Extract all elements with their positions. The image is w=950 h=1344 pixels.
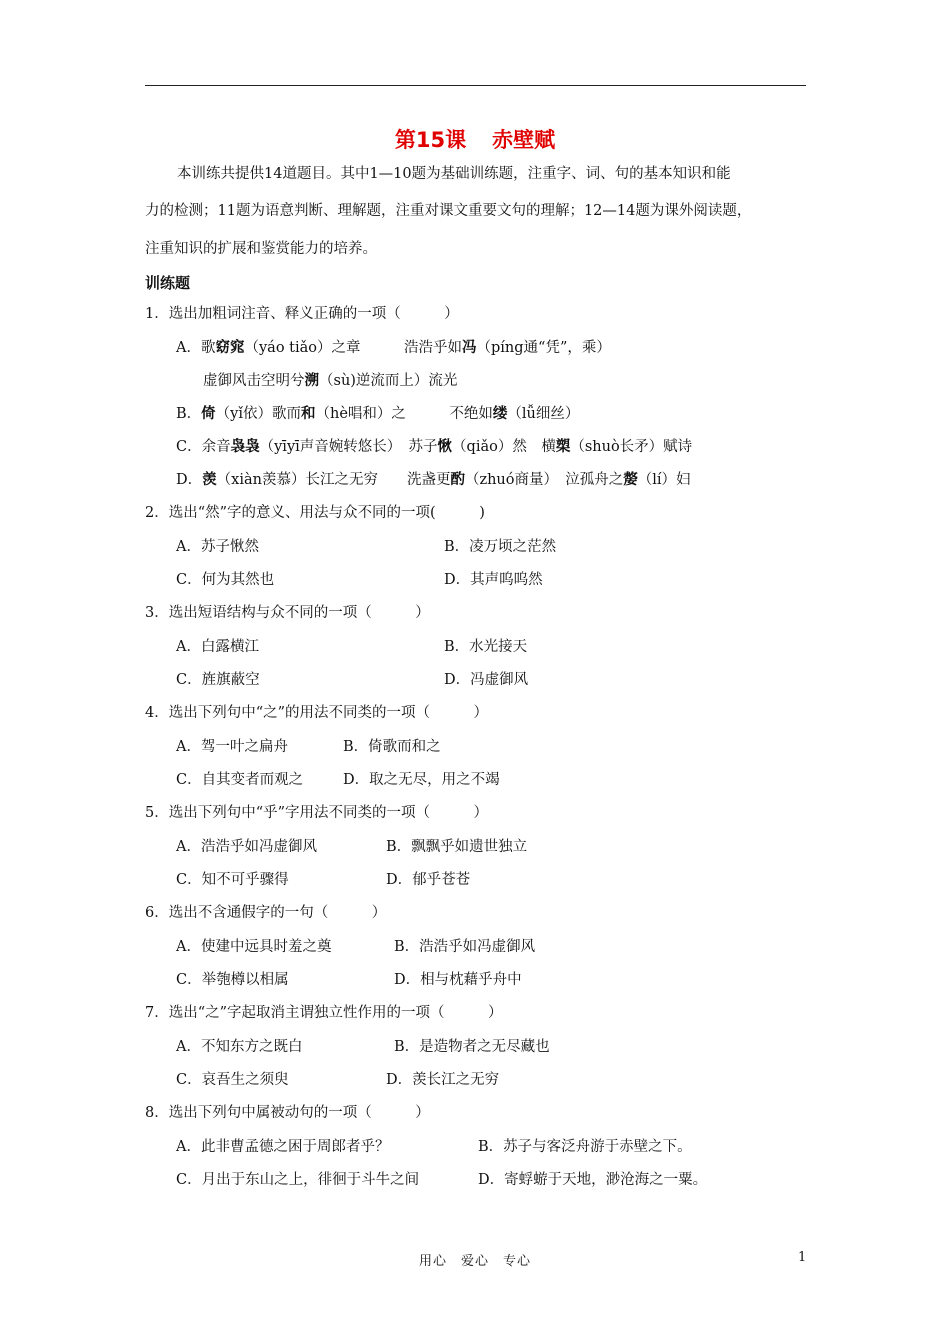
q8-option-c: C．月出于东山之上，徘徊于斗牛之间 [176,1172,420,1188]
text: （sù)逆流而上）流光 [319,373,458,389]
q4-option-b: B．倚歌而和之 [343,739,441,755]
q4-option-d: D．取之无尽，用之不竭 [343,772,500,788]
q2-option-c: C．何为其然也 [176,572,275,588]
bold-word: 嫠 [623,471,638,488]
text: （hè唱和）之 不绝如 [315,406,493,422]
intro-line-2: 力的检测；11题为语意判断、理解题，注重对课文重要文句的理解；12—14题为课外阅读题， [145,203,752,219]
q1-stem: 1．选出加粗词注音、释义正确的一项（ ） [145,306,459,322]
q4-option-a: A．驾一叶之扁舟 [176,739,288,755]
q5-option-c: C．知不可乎骤得 [176,872,289,888]
text: 虚御风击空明兮 [203,373,305,389]
text: （lí）妇 [637,472,691,488]
q6-option-d: D．相与枕藉乎舟中 [394,972,522,988]
section-title: 训练题 [145,274,191,292]
q7-option-c: C．哀吾生之须臾 [176,1072,289,1088]
q8-option-a: A．此非曹孟德之困于周郎者乎？ [176,1139,390,1155]
q3-option-c: C．旌旗蔽空 [176,672,260,688]
header-rule [145,85,806,86]
bold-word: 愀 [437,438,453,455]
q2-stem: 2．选出“然”字的意义、用法与众不同的一项( ) [145,505,485,521]
text: （xiàn羡慕）长江之无穷 洗盏更 [216,472,451,488]
text: （qiǎo）然 横 [452,439,556,455]
text: （píng通“凭”，乘） [476,340,611,356]
q1-option-a [176,338,611,358]
intro-line-1: 本训练共提供14道题目。其中1—10题为基础训练题，注重字、词、句的基本知识和能 [177,166,731,182]
text: （yǐ依）歌而 [215,406,301,422]
q7-option-d: D．羡长江之无穷 [386,1072,500,1088]
text: C．余音 [176,439,231,455]
q7-option-b: B．是造物者之无尽藏也 [394,1039,550,1055]
q1-option-c [176,437,692,457]
q1-option-d [176,470,691,490]
q6-option-b: B．浩浩乎如冯虚御风 [394,939,536,955]
q1-option-a-cont [203,371,457,391]
q5-option-d: D．郁乎苍苍 [386,872,471,888]
q8-option-d: D．寄蜉蝣于天地，渺沧海之一粟。 [478,1172,708,1188]
intro-line-3: 注重知识的扩展和鉴赏能力的培养。 [145,241,377,257]
bold-word: 羡 [202,471,217,488]
lesson-name: 赤壁赋 [492,128,556,152]
q8-option-b: B．苏子与客泛舟游于赤壁之下。 [478,1139,692,1155]
text: A．歌 [176,340,216,356]
text: B． [176,406,202,422]
q7-option-a: A．不知东方之既白 [176,1039,303,1055]
q6-stem: 6．选出不含通假字的一句（ ） [145,905,387,921]
bold-word: 袅袅 [230,438,260,455]
bold-word: 槊 [555,438,571,455]
bold-word: 酌 [450,471,465,488]
bold-word: 溯 [304,372,319,389]
q3-option-b: B．水光接天 [444,639,528,655]
bold-word: 窈窕 [215,339,245,356]
text: （yáo tiǎo）之章 浩浩乎如 [244,340,462,356]
q2-option-a: A．苏子愀然 [176,539,259,555]
bold-word: 缕 [492,405,508,422]
q3-option-d: D．冯虚御风 [444,672,529,688]
q3-stem: 3．选出短语结构与众不同的一项（ ） [145,605,430,621]
text: （yīyī声音婉转悠长） 苏子 [259,439,438,455]
q7-stem: 7．选出“之”字起取消主谓独立性作用的一项（ ） [145,1005,503,1021]
text: （lǚ细丝） [507,406,580,422]
q5-stem: 5．选出下列句中“乎”字用法不同类的一项（ ） [145,805,489,821]
q5-option-b: B．飘飘乎如遗世独立 [386,839,528,855]
bold-word: 冯 [462,339,477,356]
q4-option-c: C．自其变者而观之 [176,772,304,788]
text: D． [176,472,203,488]
q6-option-c: C．举匏樽以相属 [176,972,289,988]
q5-option-a: A．浩浩乎如冯虚御风 [176,839,317,855]
q2-option-b: B．凌万顷之茫然 [444,539,557,555]
text: （zhuó商量） 泣孤舟之 [464,472,624,488]
q4-stem: 4．选出下列句中“之”的用法不同类的一项（ ） [145,705,489,721]
q6-option-a: A．使建中远具时羞之奠 [176,939,332,955]
page-footer: 用心 爱心 专心 [418,1254,531,1269]
q1-option-b [176,404,579,424]
bold-word: 和 [301,405,316,422]
q8-stem: 8．选出下列句中属被动句的一项（ ） [145,1105,430,1121]
bold-word: 倚 [201,405,216,422]
lesson-number: 第15课 [394,128,467,152]
page-number: 1 [798,1250,807,1265]
q3-option-a: A．白露横江 [176,639,259,655]
page-title [0,124,950,154]
text: （shuò长矛）赋诗 [570,439,693,455]
q2-option-d: D．其声呜呜然 [444,572,543,588]
